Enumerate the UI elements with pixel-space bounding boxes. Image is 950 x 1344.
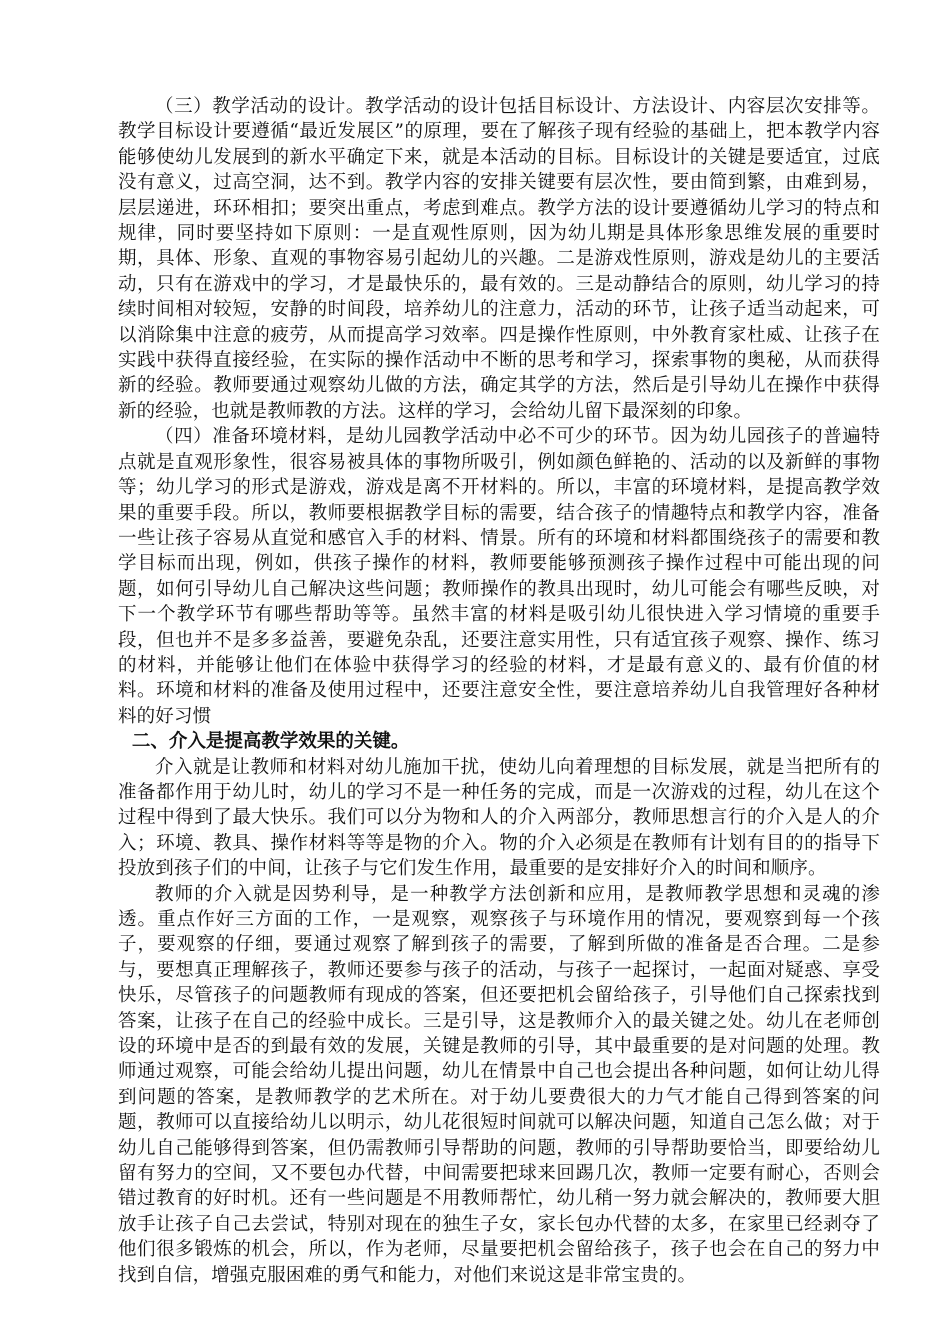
- paragraph-teacher-intervention: 教师的介入就是因势利导，是一种教学方法创新和应用，是教师教学思想和灵魂的渗透。重点作好三方面的工作，一是观察，观察孩子与环境作用的情况，要观察到每一个孩子，要观察的仔细，要通过观察了解到孩子的需要，了解到所做的准备是否合理。二是参与，要想真正理解孩子，教师还要参与孩子的活动，与孩子一起探讨，一起面对疑惑、享受快乐，尽管孩子的问题教师有现成的答案，但还要把机会留给孩子，引导他们自己探索找到答案，让孩子在自己的经验中成长。三是引导，这是教师介入的最关键之处。幼儿在老师创设的环境中是否的到最有效的发展，关键是教师的引导，其中最重要的是对问题的处理。教师通过观察，可能会给幼儿提出问题，幼儿在情景中自己也会提出各种问题，如何让幼儿得到问题的答案，是教师教学的艺术所在。对于幼儿要费很大的力气才能自己得到答案的问题，教师可以直接给幼儿以明示，幼儿花很短时间就可以解决问题，知道自己怎么做；对于幼儿自己能够得到答案，但仍需教师引导帮助的问题，教师的引导帮助要恰当，即要给幼儿留有努力的空间，又不要包办代替，中间需要把球来回踢几次，教师一定要有耐心，否则会错过教育的好时机。还有一些问题是不用教师帮忙，幼儿稍一努力就会解决的，教师要大胆放手让孩子自己去尝试，特别对现在的独生子女，家长包办代替的太多，在家里已经剥夺了他们很多锻炼的机会，所以，作为老师，尽量要把机会留给孩子，孩子也会在自己的努力中找到自信，增强克服困难的勇气和能力，对他们来说这是非常宝贵的。: [118, 883, 880, 1286]
- paragraph-teaching-design: （三）教学活动的设计。教学活动的设计包括目标设计、方法设计、内容层次安排等。教学目标设计要遵循“最近发展区”的原理，要在了解孩子现有经验的基础上，把本教学内容能够使幼儿发展到的新水平确定下来，就是本活动的目标。目标设计的关键是要适宜，过底没有意义，过高空洞，达不到。教学内容的安排关键要有层次性，要由简到繁，由难到易，层层递进，环环相扣；要突出重点，考虑到难点。教学方法的设计要遵循幼儿学习的特点和规律，同时要坚持如下原则：一是直观性原则，因为幼儿期是具体形象思维发展的重要时期，具体、形象、直观的事物容易引起幼儿的兴趣。二是游戏性原则，游戏是幼儿的主要活动，只有在游戏中的学习，才是最快乐的，最有效的。三是动静结合的原则，幼儿学习的持续时间相对较短，安静的时间段，培养幼儿的注意力，活动的环节，让孩子适当动起来，可以消除集中注意的疲劳，从而提高学习效率。四是操作性原则，中外教育家杜威、让孩子在实践中获得直接经验，在实际的操作活动中不断的思考和学习，探索事物的奥秘，从而获得新的经验。教师要通过观察幼儿做的方法，确定其学的方法，然后是引导幼儿在操作中获得新的经验，也就是教师教的方法。这样的学习，会给幼儿留下最深刻的印象。: [118, 96, 880, 422]
- paragraph-intervention-definition: 介入就是让教师和材料对幼儿施加干扰，使幼儿向着理想的目标发展，就是当把所有的准备都作用于幼儿时，幼儿的学习不是一种任务的完成，而是一次游戏的过程，幼儿在这个过程中得到了最大快乐。我们可以分为物和人的介入两部分，教师思想言行的介入是人的介入；环境、教具、操作材料等等是物的介入。物的介入必须是在教师有计划有目的的指导下投放到孩子们的中间，让孩子与它们发生作用，最重要的是安排好介入的时间和顺序。: [118, 756, 880, 880]
- paragraph-environment-materials: （四）准备环境材料，是幼儿园教学活动中必不可少的环节。因为幼儿园孩子的普遍特点就是直观形象性，很容易被具体的事物所吸引，例如颜色鲜艳的、活动的以及新鲜的事物等；幼儿学习的形式是游戏，游戏是离不开材料的。所以，丰富的环境材料，是提高教学效果的重要手段。所以，教师要根据教学目标的需要，结合孩子的情趣特点和教学内容，准备一些让孩子容易从直觉和感官入手的材料、情景。所有的环境和材料都围绕孩子的需要和教学目标而出现，例如，供孩子操作的材料，教师要能够预测孩子操作过程中可能出现的问题，如何引导幼儿自己解决这些问题；教师操作的教具出现时，幼儿可能会有哪些反映，对下一个教学环节有哪些帮助等等。虽然丰富的材料是吸引幼儿很快进入学习情境的重要手段，但也并不是多多益善，要避免杂乱，还要注意实用性，只有适宜孩子观察、操作、练习的材料，并能够让他们在体验中获得学习的经验的材料，才是最有意义的、最有价值的材料。环境和材料的准备及使用过程中，还要注意安全性，要注意培养幼儿自我管理好各种材料的好习惯: [118, 426, 880, 727]
- section-heading: 二、介入是提高教学效果的关键。: [131, 731, 410, 753]
